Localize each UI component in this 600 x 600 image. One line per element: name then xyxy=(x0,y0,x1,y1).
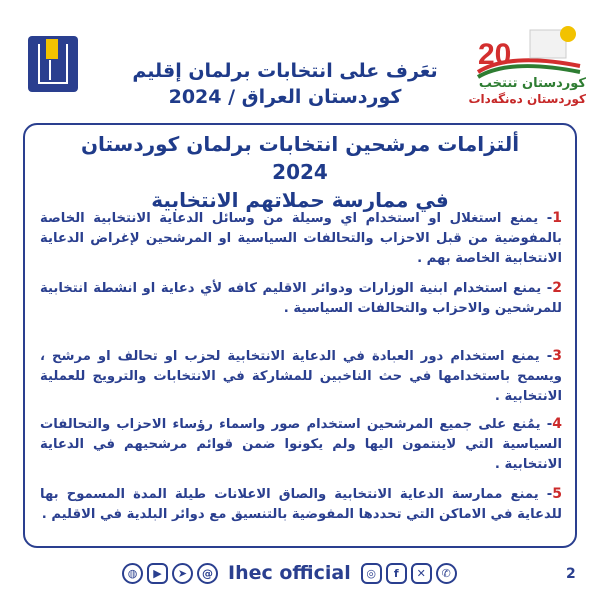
list-item xyxy=(40,414,562,475)
item-text: - يمنع استخدام دور العبادة في الدعاية الانتخابية لحزب او تحالف او مرشح ، ويسمح باستخدامها في حث الناخبين للمشاركة في الانتخابات والترويج للعملية الانتخابية . xyxy=(40,349,562,404)
viber-icon[interactable]: ✆ xyxy=(436,563,457,584)
item-text: - يمنع استغلال او استخدام اي وسيلة من وسائل الدعاية الانتخابية الخاصة بالمفوضية من قبل الاحزاب والتحالفات السياسية او المرشحين لإغراض الدعاية الانتخابية الخاصة بهم . xyxy=(40,211,562,266)
item-text: - يمنع ممارسة الدعاية الانتخابية والصاق الاعلانات طيلة المدة المسموح بها للدعاية في الاماكن التي تحددها المفوضية بالتنسيق مع دوائر البلدية في الاقليم . xyxy=(40,487,562,522)
list-item xyxy=(40,278,562,319)
facebook-icon[interactable]: f xyxy=(386,563,407,584)
item-number: 4 xyxy=(552,416,562,432)
item-number: 5 xyxy=(552,486,562,502)
social-footer xyxy=(120,560,459,586)
telegram-icon[interactable]: ➤ xyxy=(172,563,193,584)
list-item xyxy=(40,208,562,269)
page-number: 2 xyxy=(566,566,576,582)
main-heading xyxy=(55,130,545,214)
item-number: 2 xyxy=(552,280,562,296)
web-icon[interactable]: ◍ xyxy=(122,563,143,584)
threads-icon[interactable]: @ xyxy=(197,563,218,584)
campaign-slogan-kurdish: كوردستان دەنگەدات xyxy=(468,92,586,106)
item-text: - يمُنع على جميع المرشحين استخدام صور واسماء رؤساء الاحزاب والتحالفات السياسية التي لاينتمون اليها ولم يكونوا ضمن قوائم مرشحيهم في الدعاية الانتخابية . xyxy=(40,417,562,472)
main-heading-line1: ألتزامات مرشحين انتخابات برلمان كوردستان 2024 xyxy=(80,132,520,184)
campaign-slogan-arabic: كوردستان تنتخب xyxy=(478,76,586,91)
ihec-logo xyxy=(28,36,78,92)
campaign-year: 20 xyxy=(478,38,512,71)
youtube-icon[interactable]: ▶ xyxy=(147,563,168,584)
item-number: 3 xyxy=(552,348,562,364)
ballot-paper-icon xyxy=(46,39,58,59)
item-text: - يمنع استخدام ابنية الوزارات ودوائر الاقليم كافه لأي دعاية او انشطة انتخابية للمرشحين والاحزاب والتحالفات السياسية . xyxy=(40,281,562,316)
list-item xyxy=(40,346,562,407)
header-title-line2: كوردستان العراق / 2024 xyxy=(168,86,402,108)
campaign-logo xyxy=(470,22,590,112)
main-heading-line2: في ممارسة حملاتهم الانتخابية xyxy=(151,188,449,212)
campaign-emblem-icon xyxy=(470,22,590,82)
list-item xyxy=(40,484,562,525)
voter-figure-icon xyxy=(49,60,59,80)
x-icon[interactable]: ✕ xyxy=(411,563,432,584)
item-number: 1 xyxy=(552,210,562,226)
brand-handle[interactable]: Ihec official xyxy=(228,562,351,584)
instagram-icon[interactable]: ◎ xyxy=(361,563,382,584)
page-header xyxy=(95,58,475,110)
header-title-line1: تعَرف على انتخابات برلمان إقليم xyxy=(132,60,438,82)
